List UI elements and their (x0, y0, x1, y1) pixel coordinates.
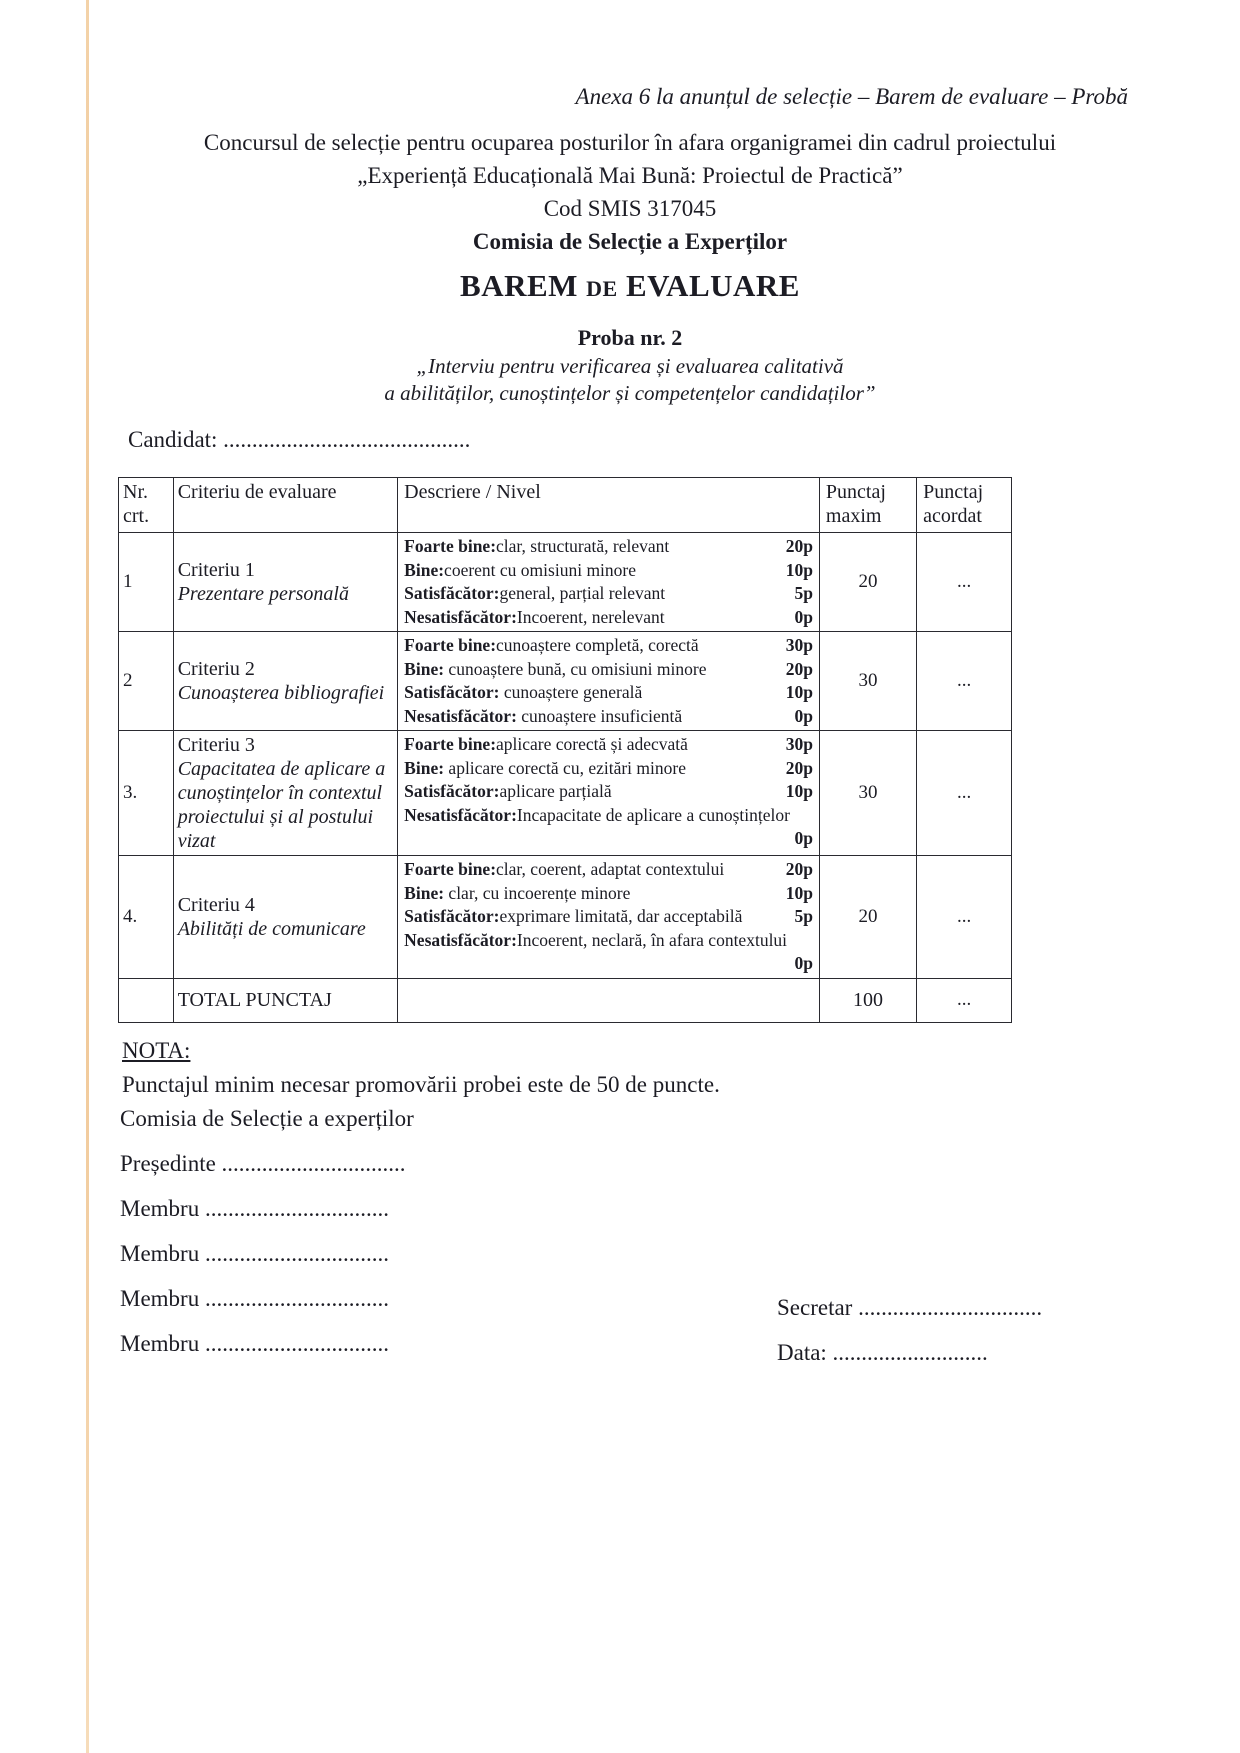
criterion-name: Abilități de comunicare (177, 917, 366, 940)
criterion-title: Criteriu 1 (177, 559, 255, 581)
level-label: Bine: (404, 658, 445, 679)
level-line (404, 705, 813, 729)
title-word-de: DE (586, 276, 618, 301)
total-max-points: 100 (819, 978, 916, 1022)
level-line (404, 882, 813, 906)
total-description-empty (398, 978, 820, 1022)
row-criterion (173, 856, 397, 979)
level-text: exprimare limitată, dar acceptabilă (499, 906, 743, 926)
member-signature: Membru ................................ (120, 1196, 389, 1221)
level-label: Satisfăcător: (404, 583, 500, 603)
total-nr-empty (119, 978, 174, 1022)
table-row (119, 856, 1012, 979)
interview-line-2: a abilităților, cunoștințelor și competențelor candidaților” (384, 381, 876, 405)
row-awarded-points[interactable]: ... (917, 856, 1012, 979)
criterion-title: Criteriu 3 (177, 734, 255, 756)
level-text: cunoaștere bună, cu omisiuni minore (444, 658, 707, 679)
level-points: 20p (785, 658, 813, 679)
president-signature: Președinte ................................ (120, 1151, 406, 1176)
proba-number: Proba nr. 2 (577, 325, 683, 350)
level-points: 0p (794, 705, 813, 726)
level-label: Nesatisfăcător: (404, 804, 517, 825)
criterion-name: Prezentare personală (177, 583, 349, 605)
level-label: Satisfăcător: (404, 906, 500, 926)
secretary-section (777, 1295, 1042, 1385)
level-points: 5p (794, 583, 813, 603)
level-label: Satisfăcător: (404, 781, 500, 801)
row-nr: 3. (119, 731, 174, 856)
row-max-points: 30 (819, 731, 916, 856)
candidate-field: Candidat: ........................................... (128, 427, 471, 452)
level-label: Bine: (404, 757, 445, 778)
level-points: 30p (785, 734, 813, 754)
level-text: aplicare parțială (499, 781, 612, 801)
evaluation-table (118, 477, 1012, 1023)
level-line (404, 559, 813, 583)
level-text: aplicare corectă cu, ezitări minore (444, 757, 686, 778)
row-max-points: 20 (819, 533, 916, 632)
level-points: 10p (785, 781, 813, 801)
level-points: 20p (785, 536, 813, 556)
page-edge-mark (86, 0, 89, 1753)
level-line (404, 905, 813, 929)
note-label: NOTA: (122, 1038, 191, 1063)
row-criterion (173, 632, 397, 731)
secretary-signature: Secretar ................................ (777, 1295, 1043, 1320)
level-points: 10p (785, 682, 813, 702)
level-line (404, 606, 813, 630)
criterion-name: Cunoașterea bibliografiei (177, 682, 385, 704)
level-text: cunoaștere completă, corectă (496, 635, 699, 655)
level-label: Bine: (404, 882, 445, 903)
table-header-row (119, 478, 1012, 533)
commission-signature-title: Comisia de Selecție a experților (120, 1106, 414, 1131)
header-punctaj-acordat: Punctaj acordat (917, 478, 1012, 533)
level-line (404, 858, 813, 882)
level-label: Foarte bine: (404, 734, 497, 754)
level-label: Nesatisfăcător: (404, 929, 517, 950)
level-label: Foarte bine: (404, 859, 497, 879)
level-label: Nesatisfăcător: (404, 606, 517, 627)
header-nr: Nr. crt. (119, 478, 174, 533)
header-descriere: Descriere / Nivel (398, 478, 820, 533)
level-points: 20p (785, 757, 813, 778)
level-line (404, 634, 813, 658)
level-line (404, 582, 813, 606)
level-points: 0p (794, 828, 813, 848)
level-points: 0p (794, 606, 813, 627)
row-nr: 1 (119, 533, 174, 632)
table-row (119, 632, 1012, 731)
level-points: 20p (785, 859, 813, 879)
row-max-points: 20 (819, 856, 916, 979)
annex-reference: Anexa 6 la anunțul de selecție – Barem de evaluare – Probă (575, 84, 1128, 109)
level-text: cunoaștere insuficientă (516, 705, 683, 726)
level-label: Bine: (404, 559, 445, 580)
row-criterion (173, 731, 397, 856)
row-description (398, 731, 820, 856)
row-awarded-points[interactable]: ... (917, 533, 1012, 632)
table-row (119, 731, 1012, 856)
level-line (404, 929, 813, 976)
row-awarded-points[interactable]: ... (917, 632, 1012, 731)
level-text: aplicare corectă și adecvată (496, 734, 688, 754)
date-field: Data: ........................... (777, 1340, 988, 1365)
row-nr: 4. (119, 856, 174, 979)
signature-section (120, 1106, 414, 1376)
level-text: general, parțial relevant (499, 583, 666, 603)
level-label: Satisfăcător: (404, 682, 500, 702)
level-text: clar, structurată, relevant (496, 536, 670, 556)
level-text: Incoerent, neclară, în afara contextului (516, 929, 788, 950)
level-text: Incapacitate de aplicare a cunoștințelor (516, 804, 790, 825)
level-line (404, 757, 813, 781)
project-name: „Experiență Educațională Mai Bună: Proiectul de Practică” (357, 163, 903, 188)
level-line (404, 780, 813, 804)
document-header (120, 126, 1140, 407)
row-criterion (173, 533, 397, 632)
level-line (404, 658, 813, 682)
level-line (404, 535, 813, 559)
level-points: 30p (785, 635, 813, 655)
total-label: TOTAL PUNCTAJ (173, 978, 397, 1022)
title-word-barem: BAREM (460, 268, 578, 303)
level-points: 5p (794, 906, 813, 926)
level-points: 10p (785, 559, 813, 580)
competition-title: Concursul de selecție pentru ocuparea posturilor în afara organigramei din cadrul proiectului (203, 130, 1057, 155)
total-row (119, 978, 1012, 1022)
member-signature: Membru ................................ (120, 1331, 389, 1356)
level-line (404, 804, 813, 851)
level-text: clar, coerent, adaptat contextului (496, 859, 725, 879)
criterion-name: Capacitatea de aplicare a cunoștințelor în contextul proiectului și al postului vizat (177, 758, 386, 852)
level-line (404, 733, 813, 757)
member-signature: Membru ................................ (120, 1241, 389, 1266)
note-section (122, 1034, 720, 1102)
row-nr: 2 (119, 632, 174, 731)
level-points: 10p (785, 882, 813, 903)
interview-line-1: „Interviu pentru verificarea și evaluarea calitativă (416, 354, 844, 378)
page-title (120, 266, 1140, 309)
level-text: cunoaștere generală (499, 682, 643, 702)
level-text: clar, cu incoerențe minore (444, 882, 631, 903)
row-description (398, 632, 820, 731)
level-text: coerent cu omisiuni minore (444, 559, 637, 580)
level-text: Incoerent, nerelevant (516, 606, 665, 627)
row-description (398, 856, 820, 979)
level-line (404, 681, 813, 705)
member-signature: Membru ................................ (120, 1286, 389, 1311)
title-word-evaluare: EVALUARE (625, 268, 800, 303)
row-awarded-points[interactable]: ... (917, 731, 1012, 856)
total-awarded-points[interactable]: ... (917, 978, 1012, 1022)
note-text: Punctajul minim necesar promovării probei este de 50 de puncte. (122, 1072, 720, 1097)
row-description (398, 533, 820, 632)
header-criteriu: Criteriu de evaluare (173, 478, 397, 533)
level-label: Nesatisfăcător: (404, 705, 517, 726)
table-row (119, 533, 1012, 632)
row-max-points: 30 (819, 632, 916, 731)
criterion-title: Criteriu 4 (177, 893, 255, 916)
level-label: Foarte bine: (404, 635, 497, 655)
level-points: 0p (794, 953, 813, 973)
header-punctaj-maxim: Punctaj maxim (819, 478, 916, 533)
criterion-title: Criteriu 2 (177, 658, 255, 680)
level-label: Foarte bine: (404, 536, 497, 556)
commission-name: Comisia de Selecție a Experților (472, 229, 788, 254)
smis-code: Cod SMIS 317045 (543, 196, 717, 221)
